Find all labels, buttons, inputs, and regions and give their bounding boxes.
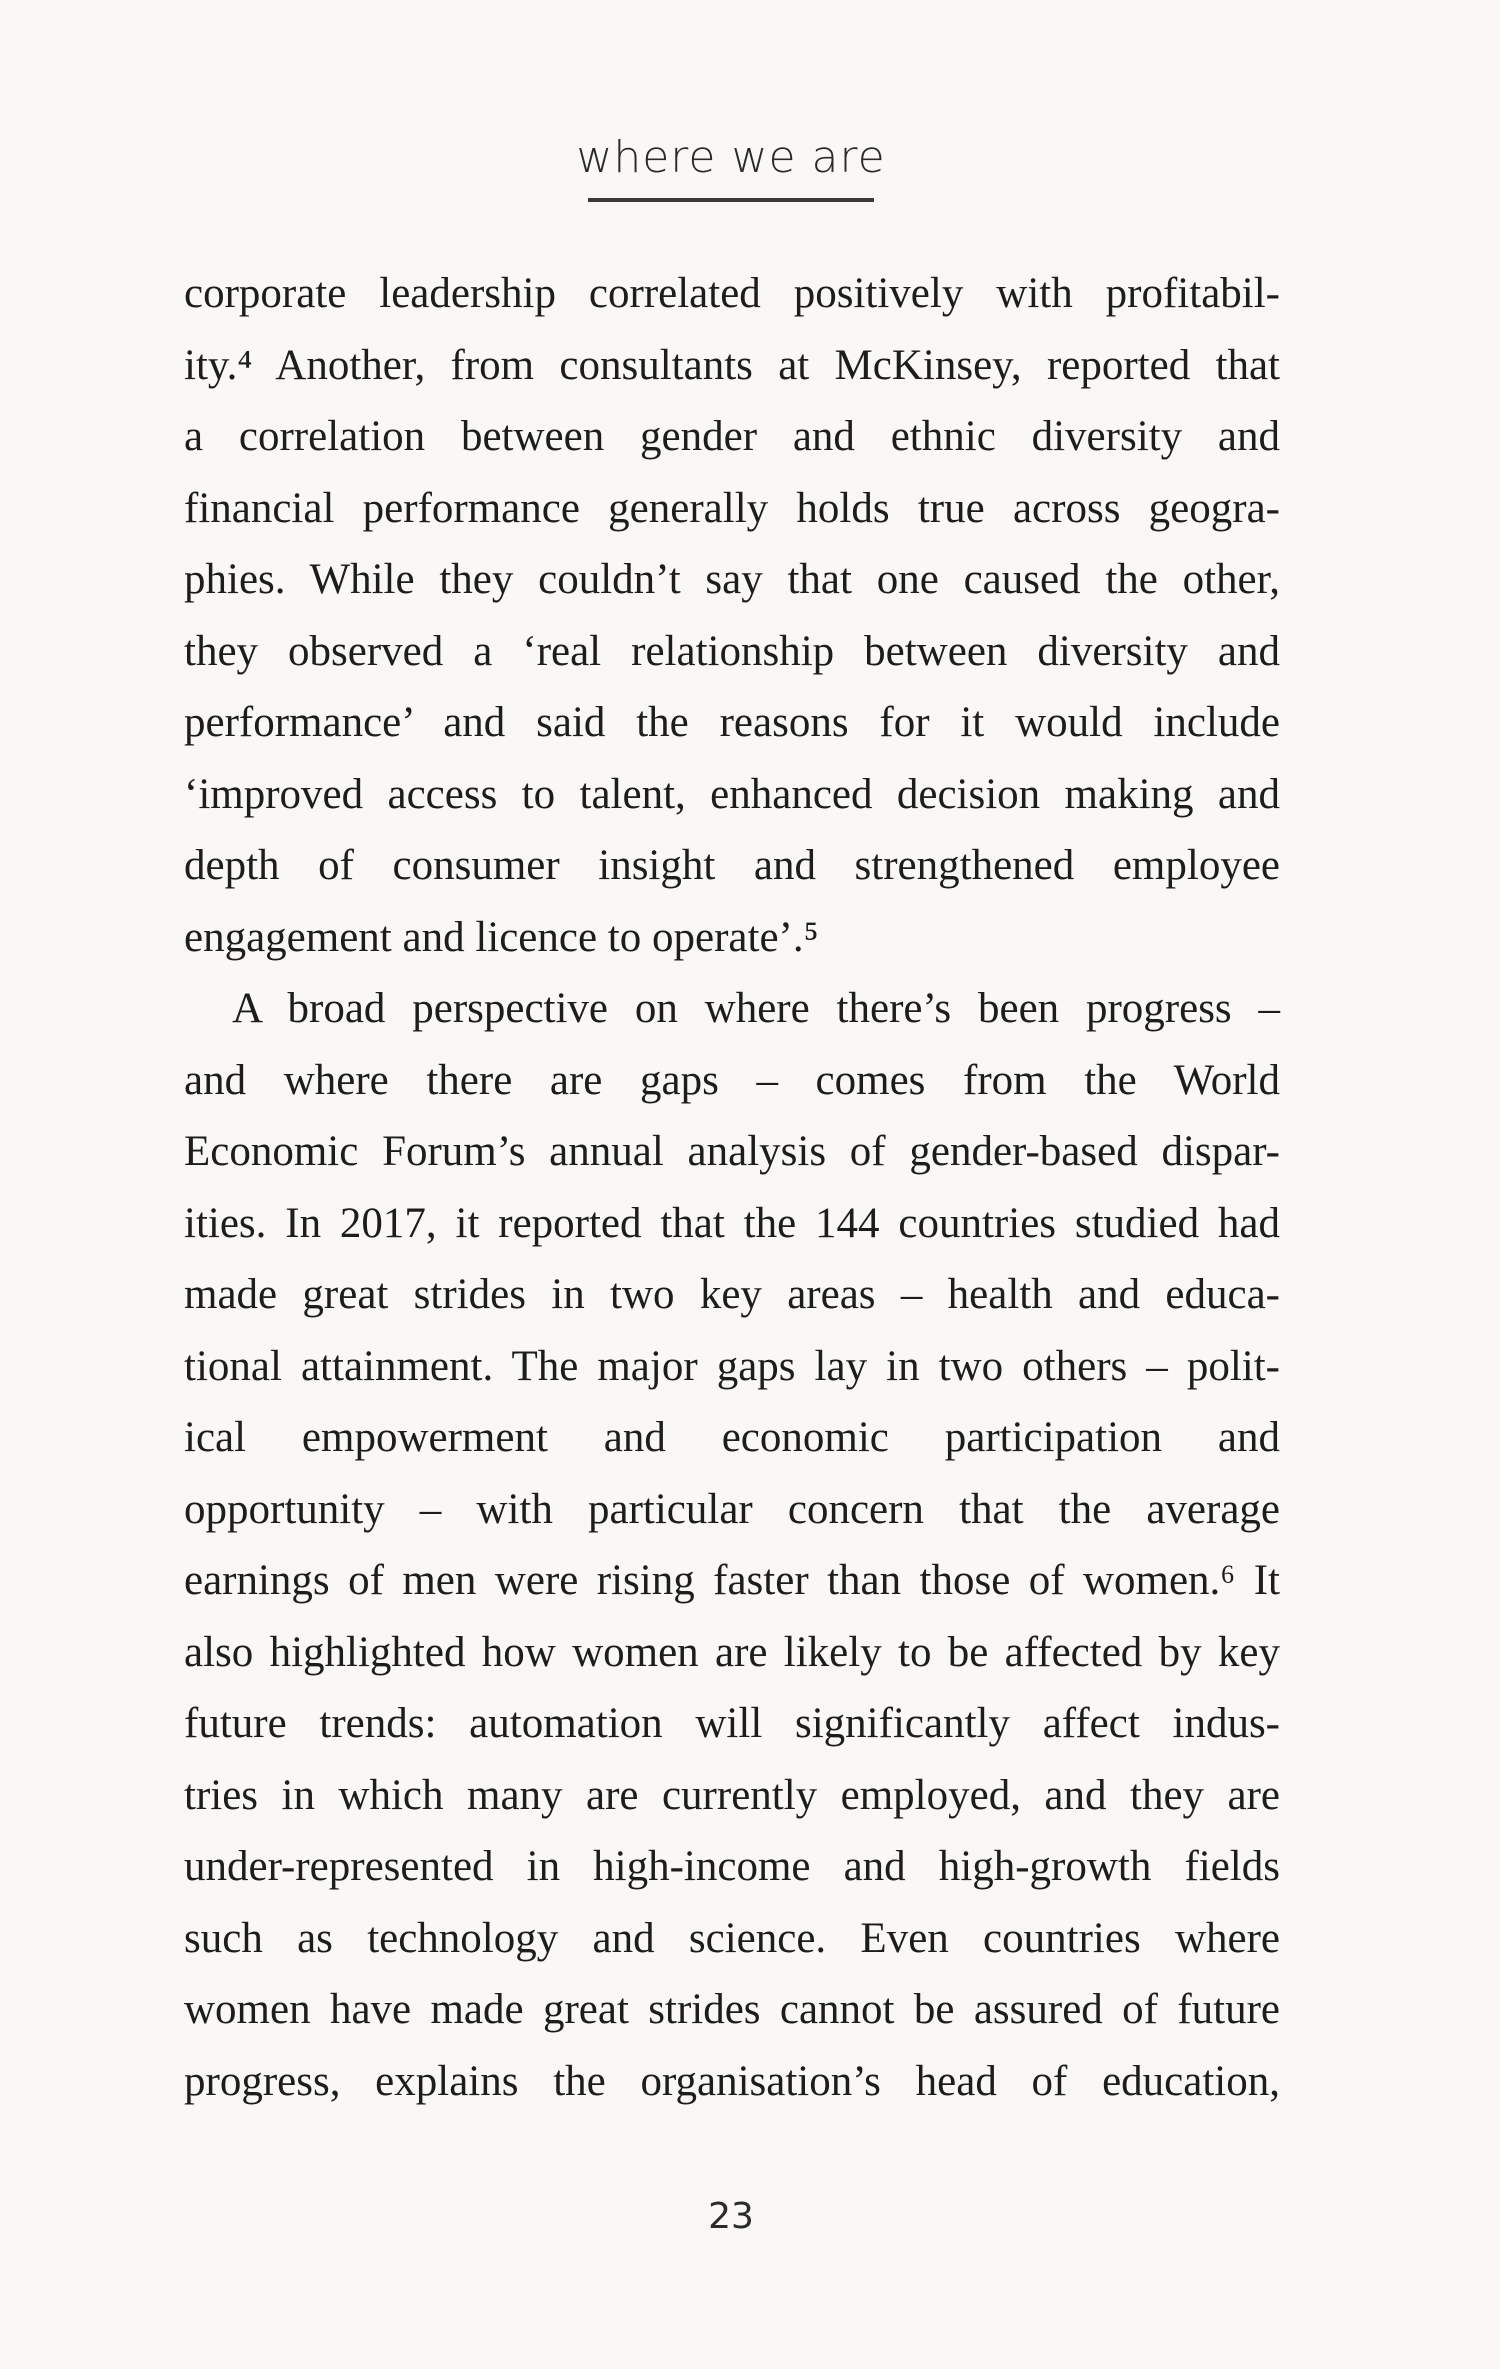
text-line: financial performance generally holds true across geogra- (184, 484, 1280, 532)
text-line: opportunity – with particular concern that the average (184, 1485, 1280, 1533)
text-line: tries in which many are currently employed, and they are (184, 1771, 1280, 1819)
text-line: ity.⁴ Another, from consultants at McKinsey, reported that (184, 341, 1280, 389)
running-head-underline (588, 198, 874, 202)
text-line: ical empowerment and economic participation and (184, 1414, 1280, 1461)
text-line: ities. In 2017, it reported that the 144 countries studied had (184, 1199, 1280, 1247)
text-line: depth of consumer insight and strengthened employee (184, 842, 1280, 889)
text-line: earnings of men were rising faster than those of women.⁶ It (184, 1557, 1280, 1604)
running-head: where we are (576, 132, 886, 183)
text-line: future trends: automation will significantly affect indus- (184, 1700, 1280, 1747)
text-line: under-represented in high-income and high-growth fields (184, 1843, 1280, 1890)
text-line: made great strides in two key areas – health and educa- (184, 1271, 1280, 1318)
text-line: ‘improved access to talent, enhanced decision making and (184, 770, 1280, 818)
text-line: such as technology and science. Even countries where (184, 1914, 1280, 1962)
text-line: engagement and licence to operate’.⁵ (184, 913, 819, 961)
text-line: A broad perspective on where there’s been progress – (232, 985, 1280, 1032)
text-line: Economic Forum’s annual analysis of gender-based dispar- (184, 1128, 1280, 1175)
text-line: a correlation between gender and ethnic diversity and (184, 413, 1280, 460)
text-line: they observed a ‘real relationship between diversity and (184, 627, 1280, 675)
page-number: 23 (708, 2196, 754, 2237)
text-line: also highlighted how women are likely to be affected by key (184, 1628, 1280, 1676)
text-line: corporate leadership correlated positively with profitabil- (184, 270, 1280, 317)
text-line: progress, explains the organisation’s head of education, (184, 2057, 1280, 2105)
text-line: tional attainment. The major gaps lay in two others – polit- (184, 1342, 1280, 1390)
text-line: phies. While they couldn’t say that one caused the other, (184, 556, 1280, 603)
text-line: performance’ and said the reasons for it would include (184, 699, 1280, 746)
body-text (184, 258, 1280, 2117)
text-line: and where there are gaps – comes from the World (184, 1056, 1280, 1104)
text-line: women have made great strides cannot be assured of future (184, 1986, 1280, 2033)
